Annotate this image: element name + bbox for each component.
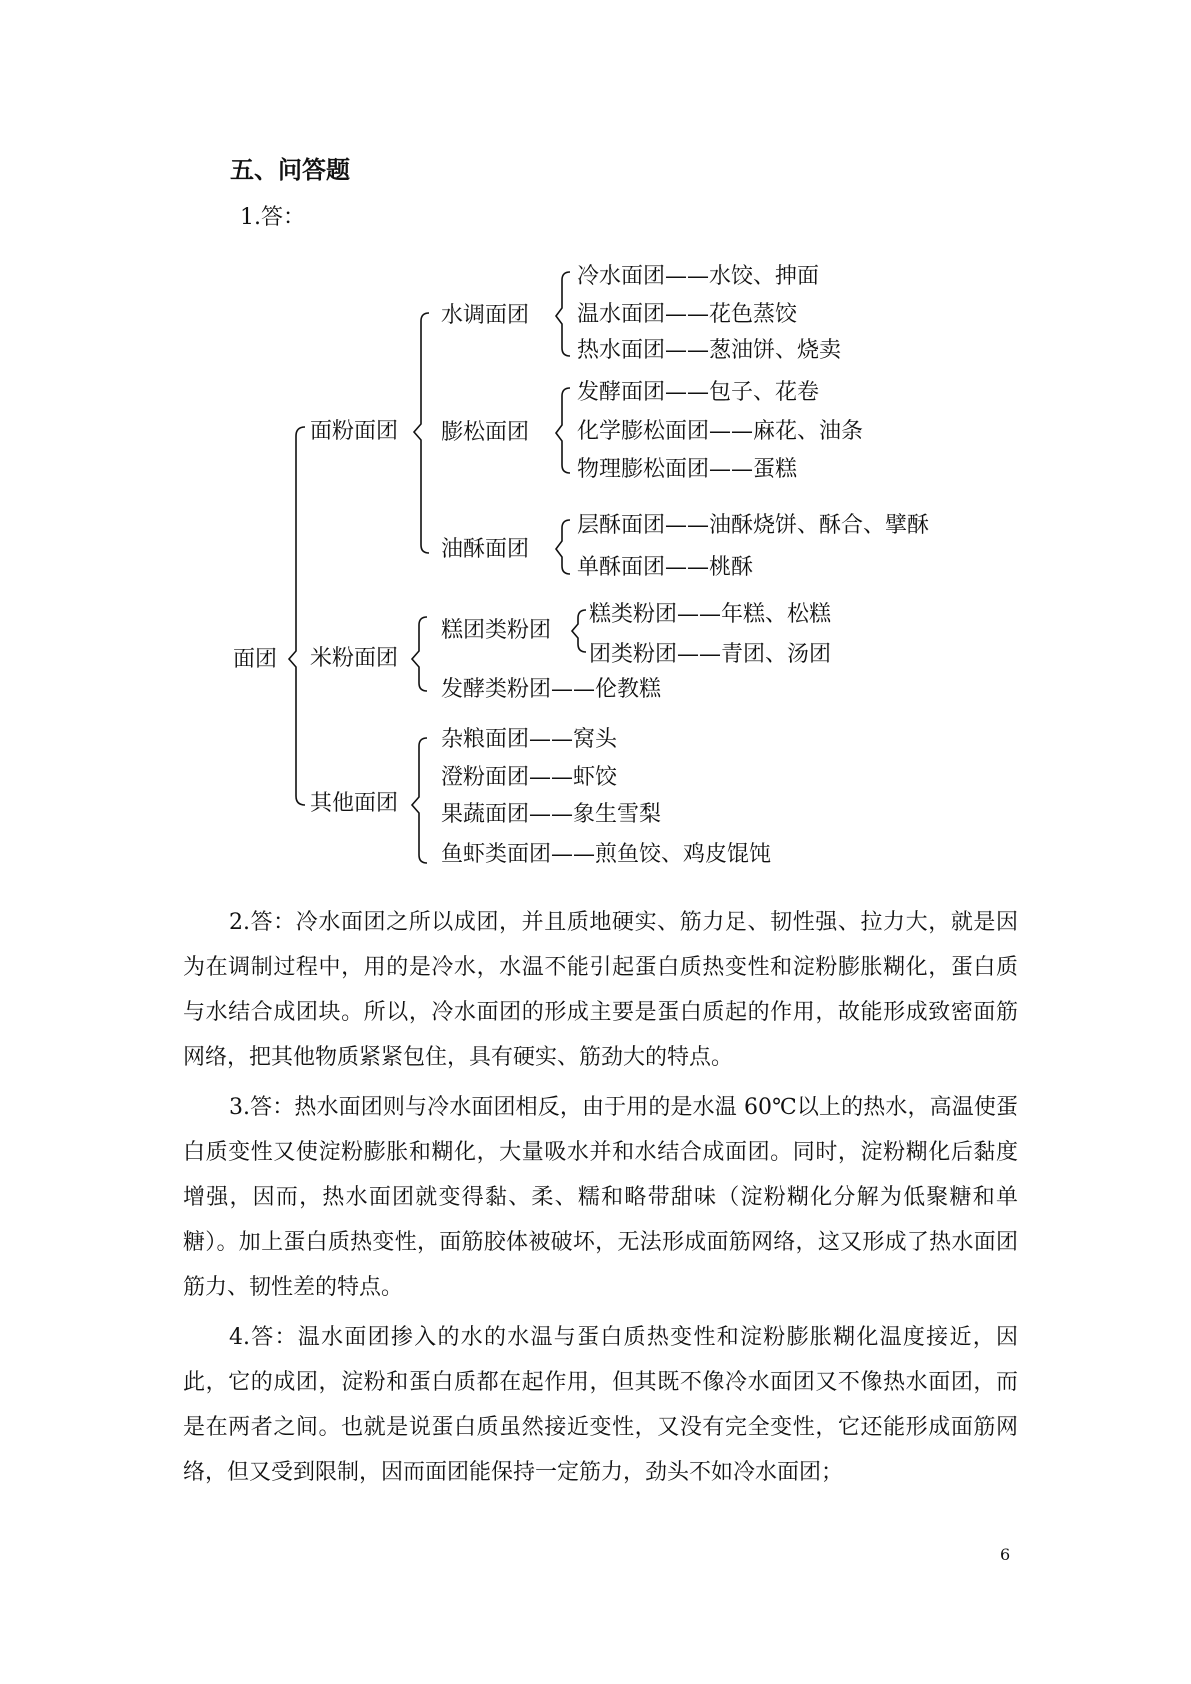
- root-bracket: [289, 427, 305, 805]
- tree-chemical: 化学膨松面团——麻花、油条: [577, 419, 864, 444]
- tree-water: 水调面团: [441, 303, 530, 328]
- tree-root: 面团: [233, 647, 278, 672]
- tree-layer: 层酥面团——油酥烧饼、酥合、擘酥: [577, 513, 930, 538]
- tree-wheatstarch: 澄粉面团——虾饺: [441, 765, 618, 790]
- tree-other: 其他面团: [310, 791, 399, 816]
- tree-hot: 热水面团——葱油饼、烧卖: [577, 338, 842, 363]
- oil-bracket: [556, 520, 570, 574]
- answer-2-paragraph: 2.答：冷水面团之所以成团，并且质地硬实、筋力足、韧性强、拉力大，就是因为在调制过程中，用的是冷水，水温不能引起蛋白质热变性和淀粉膨胀糊化，蛋白质与水结合成团块。所以，冷水面团的形成主要是蛋白质起的作用，故能形成致密面筋网络，把其他物质紧紧包住，具有硬实、筋劲大的特点。: [183, 910, 1018, 1070]
- answer-4-paragraph: 4.答：温水面团掺入的水的水温与蛋白质热变性和淀粉膨胀糊化温度接近，因此，它的成团，淀粉和蛋白质都在起作用，但其既不像冷水面团又不像热水面团，而是在两者之间。也就是说蛋白质虽然接近变性，又没有完全变性，它还能形成面筋网络，但又受到限制，因而面团能保持一定筋力，劲头不如冷水面团；: [183, 1325, 1018, 1485]
- section-title: 五、问答题: [230, 155, 350, 184]
- tree-cake: 糕类粉团——年糕、松糕: [589, 602, 832, 627]
- tree-leaven: 膨松面团: [441, 420, 530, 445]
- page-number: 6: [1000, 1545, 1011, 1564]
- tree-flour: 面粉面团: [310, 419, 399, 444]
- flour-bracket: [414, 313, 429, 553]
- tree-fishshrimp: 鱼虾类面团——煎鱼饺、鸡皮馄饨: [441, 842, 772, 867]
- answer-3-paragraph: 3.答：热水面团则与冷水面团相反，由于用的是水温 60℃以上的热水，高温使蛋白质变性又使淀粉膨胀和糊化，大量吸水并和水结合成面团。同时，淀粉糊化后黏度增强，因而，热水面团就变得黏、柔、糯和略带甜味（淀粉糊化分解为低聚糖和单糖）。加上蛋白质热变性，面筋胶体被破坏，无法形成面筋网络，这又形成了热水面团筋力、韧性差的特点。: [183, 1095, 1018, 1300]
- tree-physical: 物理膨松面团——蛋糕: [577, 457, 798, 482]
- tree-single: 单酥面团——桃酥: [577, 555, 754, 580]
- leaven-bracket: [556, 388, 570, 473]
- tree-ferment: 发酵面团——包子、花卷: [577, 380, 820, 405]
- tree-fruitveg: 果蔬面团——象生雪梨: [441, 802, 662, 827]
- tree-ball: 团类粉团——青团、汤团: [589, 642, 832, 667]
- other-bracket: [412, 738, 427, 863]
- rice-bracket: [412, 617, 427, 691]
- tree-riceferment: 发酵类粉团——伦教糕: [441, 677, 662, 702]
- tree-grain: 杂粮面团——窝头: [441, 727, 618, 752]
- tree-oil: 油酥面团: [441, 537, 530, 562]
- question-1-label: 1.答：: [240, 205, 305, 230]
- tree-warm: 温水面团——花色蒸饺: [577, 302, 798, 327]
- tree-cakegroup: 糕团类粉团: [441, 618, 552, 643]
- tree-rice: 米粉面团: [310, 646, 399, 671]
- water-bracket: [556, 272, 570, 356]
- tree-cold: 冷水面团——水饺、抻面: [577, 264, 820, 289]
- cakegroup-bracket: [572, 610, 586, 652]
